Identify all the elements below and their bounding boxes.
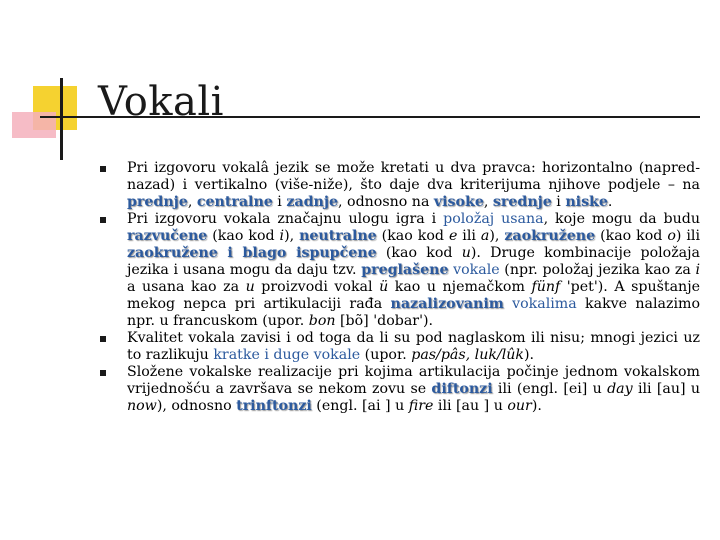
text-run: a usana kao za xyxy=(127,279,246,295)
text-run: ili [au ] u xyxy=(433,398,508,414)
text-run: ). Druge kombinacije položaja jezika i usana mogu da daju tzv. xyxy=(127,245,700,278)
square-bullet-icon xyxy=(100,336,106,342)
text-run: (upor. xyxy=(360,347,412,363)
example-word: u xyxy=(461,245,471,261)
example-word: day xyxy=(607,381,633,397)
example-word: o xyxy=(667,228,676,244)
example-word: i xyxy=(279,228,285,244)
text-run: Pri izgovoru vokala značajnu ulogu igra i xyxy=(127,211,444,227)
example-word: fire xyxy=(408,398,434,414)
example-word: our xyxy=(507,398,532,414)
decor-vertical-line xyxy=(60,78,63,160)
example-word: a xyxy=(480,228,490,244)
text-run: (kao kod xyxy=(376,245,462,261)
text-run: Složene vokalske realizacije pri kojima artikulacija počinje jednom vokalskom vrijednošću a završava se nekom zovu se xyxy=(127,364,700,397)
key-term: neutralne xyxy=(299,228,377,244)
key-term: prednje xyxy=(127,194,188,210)
example-word: bon xyxy=(308,313,336,329)
text-run: i xyxy=(551,194,566,210)
bullet-item xyxy=(100,330,700,364)
bullet-text xyxy=(127,160,700,210)
bullet-text xyxy=(127,211,700,329)
text-run: . xyxy=(607,194,613,210)
text-run: (npr. položaj jezika kao za xyxy=(499,262,696,278)
text-run: ili xyxy=(457,228,481,244)
highlighted-term: vokale xyxy=(453,262,500,278)
text-run: ili [au] u xyxy=(632,381,700,397)
text-run: ). xyxy=(524,347,535,363)
square-bullet-icon xyxy=(100,370,106,376)
example-word: u xyxy=(245,279,255,295)
text-run: , xyxy=(187,194,197,210)
text-run: , xyxy=(483,194,493,210)
text-run: Kvalitet vokala zavisi i od toga da li su pod naglaskom ili nisu; mnogi jezici uz to razlikuju xyxy=(127,330,700,363)
text-run xyxy=(504,296,512,312)
key-term: diftonzi xyxy=(431,381,493,397)
key-term: srednje xyxy=(492,194,552,210)
key-term: zadnje xyxy=(286,194,339,210)
key-term: niske xyxy=(565,194,608,210)
key-term: zaokružene xyxy=(504,228,596,244)
key-term: preglašene xyxy=(361,262,449,278)
text-run: (kao kod xyxy=(595,228,668,244)
text-run: (engl. [ai ] u xyxy=(311,398,409,414)
bullet-text xyxy=(127,364,700,414)
key-term: centralne xyxy=(196,194,273,210)
example-word: fünf xyxy=(531,279,561,295)
text-run: proizvodi vokal xyxy=(254,279,380,295)
square-bullet-icon xyxy=(100,166,106,172)
bullet-item xyxy=(100,211,700,330)
highlighted-term: položaj usana xyxy=(443,211,544,227)
highlighted-term: kratke i duge vokale xyxy=(213,347,361,363)
key-term: razvučene xyxy=(127,228,208,244)
bullet-text xyxy=(127,330,700,363)
highlighted-term: vokalima xyxy=(512,296,577,312)
text-run: ), xyxy=(489,228,505,244)
key-term: trinftonzi xyxy=(236,398,312,414)
text-run: (kao kod xyxy=(207,228,280,244)
bullet-item xyxy=(100,160,700,211)
text-run: ili (engl. [ei] u xyxy=(492,381,608,397)
key-term: nazalizovanim xyxy=(390,296,504,312)
bullet-item xyxy=(100,364,700,415)
example-word: pas/pâs, luk/lûk xyxy=(411,347,525,363)
key-term: visoke xyxy=(433,194,484,210)
text-run: ), odnosno xyxy=(156,398,237,414)
text-run: Pri izgovoru vokalâ jezik se može kretati u dva pravca: horizontalno (napred-nazad) i vertikalno (više-niže), što daje dva kriterijuma njihove podjele – na xyxy=(127,160,700,193)
text-run: , odnosno na xyxy=(338,194,434,210)
key-term: zaokružene i blago ispupčene xyxy=(127,245,377,261)
bullet-list xyxy=(100,160,700,415)
example-word: e xyxy=(448,228,458,244)
text-run: i xyxy=(272,194,287,210)
example-word: ü xyxy=(379,279,389,295)
text-run: kakve nalazimo npr. u francuskom (upor. xyxy=(127,296,700,329)
text-run: , koje mogu da budu xyxy=(543,211,700,227)
slide-title: Vokali xyxy=(98,79,224,125)
example-word: i xyxy=(695,262,700,278)
text-run: ) ili xyxy=(675,228,701,244)
example-word: now xyxy=(127,398,157,414)
text-run: 'pet'). A spuštanje mekog nepca pri artikulaciji rađa xyxy=(127,279,700,312)
square-bullet-icon xyxy=(100,217,106,223)
text-run: [bõ] 'dobar'). xyxy=(335,313,434,329)
text-run: (kao kod xyxy=(376,228,449,244)
text-run: ). xyxy=(531,398,542,414)
text-run: kao u njemačkom xyxy=(388,279,532,295)
text-run: ), xyxy=(284,228,300,244)
